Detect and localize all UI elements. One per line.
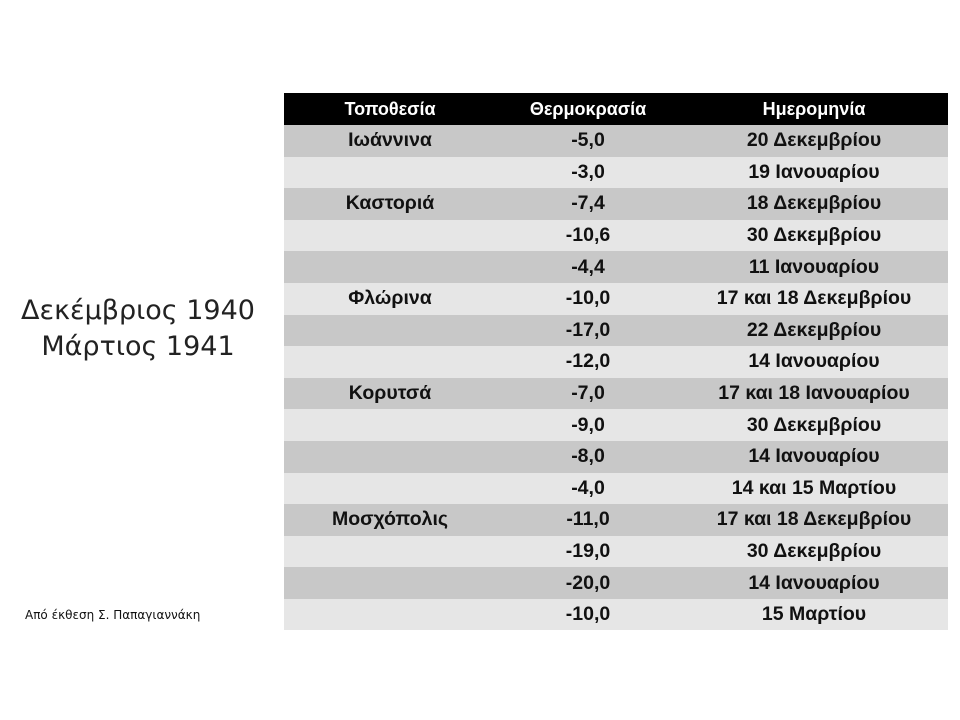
table-row <box>284 220 948 252</box>
cell-date: 14 Ιανουαρίου <box>748 571 880 594</box>
table-row <box>284 251 948 283</box>
cell-date: 20 Δεκεμβρίου <box>746 129 882 152</box>
cell-date: 14 Ιανουαρίου <box>748 445 880 468</box>
cell-date: 22 Δεκεμβρίου <box>746 318 882 341</box>
cell-date: 11 Ιανουαρίου <box>748 255 880 278</box>
cell-date: 30 Δεκεμβρίου <box>746 540 882 563</box>
cell-temperature: -10,6 <box>565 224 611 247</box>
table-body <box>284 125 948 630</box>
table-row <box>284 567 948 599</box>
cell-temperature: -7,0 <box>571 382 605 405</box>
cell-date: 17 και 18 Δεκεμβρίου <box>716 287 912 310</box>
table-row <box>284 504 948 536</box>
cell-temperature: -4,0 <box>571 476 605 499</box>
cell-temperature: -8,0 <box>571 445 605 468</box>
cell-temperature: -5,0 <box>571 129 605 152</box>
temperature-table <box>284 93 948 630</box>
cell-temperature: -7,4 <box>571 192 605 215</box>
cell-temperature: -4,4 <box>571 255 605 278</box>
cell-temperature: -9,0 <box>571 413 605 436</box>
table-row <box>284 599 948 630</box>
header-location: Τοποθεσία <box>344 98 436 119</box>
cell-date: 19 Ιανουαρίου <box>748 160 880 183</box>
cell-date: 30 Δεκεμβρίου <box>746 413 882 436</box>
table-row <box>284 441 948 473</box>
table-row <box>284 283 948 315</box>
cell-location: Καστοριά <box>345 192 435 215</box>
title-line-1: Δεκέμβριος 1940 <box>21 295 255 326</box>
cell-temperature: -11,0 <box>566 508 610 531</box>
table-row <box>284 409 948 441</box>
header-temperature: Θερμοκρασία <box>529 98 647 119</box>
cell-temperature: -10,0 <box>565 603 611 626</box>
cell-temperature: -19,0 <box>565 540 611 563</box>
table-row <box>284 125 948 157</box>
source-note: Από έκθεση Σ. Παπαγιαννάκη <box>25 608 201 622</box>
table-row <box>284 473 948 505</box>
cell-temperature: -20,0 <box>565 571 611 594</box>
table-row <box>284 188 948 220</box>
table-header <box>284 93 948 125</box>
cell-date: 14 και 15 Μαρτίου <box>731 476 897 499</box>
table-row <box>284 315 948 347</box>
cell-temperature: -17,0 <box>565 318 611 341</box>
title-line-2: Μάρτιος 1941 <box>41 331 235 362</box>
table-row <box>284 346 948 378</box>
cell-date: 17 και 18 Δεκεμβρίου <box>716 508 912 531</box>
cell-date: 18 Δεκεμβρίου <box>746 192 882 215</box>
cell-temperature: -3,0 <box>571 160 605 183</box>
cell-date: 14 Ιανουαρίου <box>748 350 880 373</box>
cell-location: Μοσχόπολις <box>331 508 449 531</box>
cell-temperature: -12,0 <box>565 350 611 373</box>
table-row <box>284 378 948 410</box>
cell-temperature: -10,0 <box>565 287 611 310</box>
cell-location: Ιωάννινα <box>348 129 432 152</box>
cell-date: 15 Μαρτίου <box>761 603 867 626</box>
cell-date: 30 Δεκεμβρίου <box>746 224 882 247</box>
header-date: Ημερομηνία <box>762 98 866 119</box>
slide-title <box>0 293 276 365</box>
table-row <box>284 157 948 189</box>
table-row <box>284 536 948 568</box>
cell-location: Κορυτσά <box>348 382 432 405</box>
cell-location: Φλώρινα <box>348 287 432 310</box>
cell-date: 17 και 18 Ιανουαρίου <box>718 382 910 405</box>
